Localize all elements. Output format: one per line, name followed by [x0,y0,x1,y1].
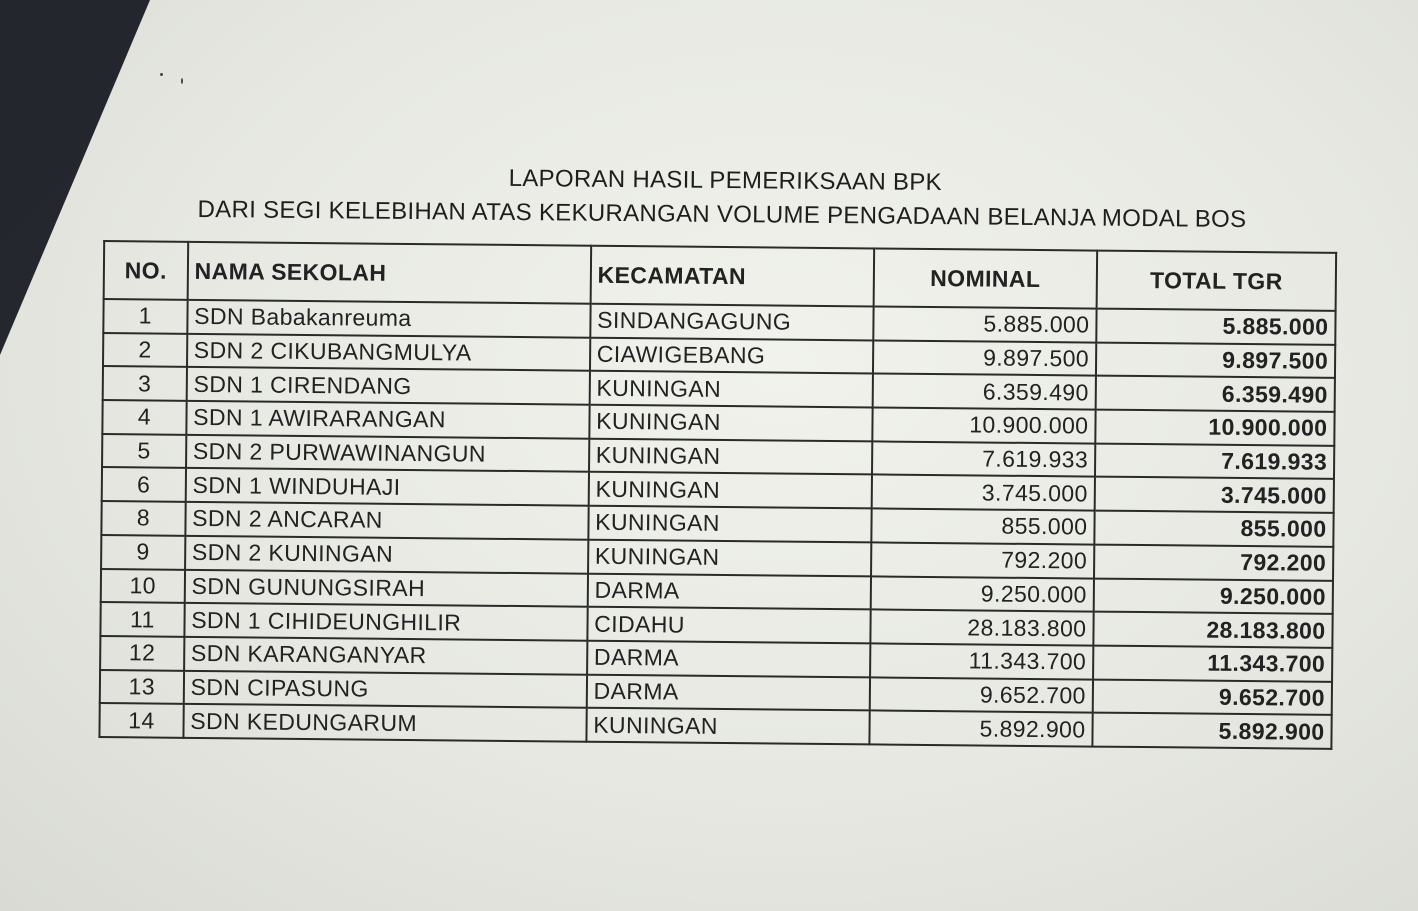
cell-total-tgr: 9.897.500 [1096,342,1335,378]
report-subtitle: DARI SEGI KELEBIHAN ATAS KEKURANGAN VOLUME PENGADAAN BELANJA MODAL BOS [197,195,1247,234]
cell-no: 1 [103,299,187,333]
cell-no: 2 [103,333,187,367]
cell-kecamatan: DARMA [586,674,870,710]
cell-nominal: 3.745.000 [872,475,1095,511]
header-kecamatan: KECAMATAN [590,246,874,307]
cell-nama-sekolah: SDN 1 AWIRARANGAN [186,401,589,439]
cell-total-tgr: 855.000 [1094,511,1333,547]
cell-nama-sekolah: SDN KARANGANYAR [184,637,587,675]
paper-speck [160,73,163,76]
cell-nominal: 9.250.000 [871,576,1094,612]
cell-nominal: 855.000 [871,509,1094,545]
cell-total-tgr: 792.200 [1094,544,1333,580]
cell-total-tgr: 3.745.000 [1095,477,1334,513]
cell-nama-sekolah: SDN Babakanreuma [187,300,590,338]
cell-nama-sekolah: SDN 1 CIHIDEUNGHILIR [184,603,587,641]
cell-no: 14 [99,703,183,737]
cell-total-tgr: 5.885.000 [1096,309,1335,345]
cell-kecamatan: KUNINGAN [586,708,870,744]
cell-no: 9 [101,535,185,569]
cell-nominal: 9.652.700 [870,677,1093,713]
cell-total-tgr: 6.359.490 [1096,376,1335,412]
cell-no: 13 [100,670,184,704]
cell-total-tgr: 28.183.800 [1093,612,1332,648]
header-no: NO. [104,241,188,300]
cell-nominal: 10.900.000 [872,407,1095,443]
cell-no: 10 [101,569,185,603]
cell-kecamatan: DARMA [587,573,871,609]
cell-kecamatan: KUNINGAN [588,540,872,576]
cell-no: 5 [102,434,186,468]
cell-no: 12 [100,636,184,670]
cell-kecamatan: CIDAHU [587,607,871,643]
cell-kecamatan: CIAWIGEBANG [590,337,874,373]
report-document [94,158,1345,750]
cell-kecamatan: KUNINGAN [588,472,872,508]
cell-no: 8 [101,501,185,535]
cell-nama-sekolah: SDN 1 WINDUHAJI [185,468,588,506]
cell-nominal: 9.897.500 [873,340,1096,376]
header-nominal: NOMINAL [874,248,1098,308]
cell-kecamatan: KUNINGAN [589,405,873,441]
report-table [98,240,1337,750]
cell-kecamatan: KUNINGAN [589,438,873,474]
cell-kecamatan: DARMA [587,641,871,677]
cell-no: 6 [102,467,186,501]
cell-kecamatan: SINDANGAGUNG [590,304,874,340]
cell-nominal: 7.619.933 [872,441,1095,477]
cell-no: 11 [100,602,184,636]
cell-nama-sekolah: SDN CIPASUNG [183,670,586,708]
cell-total-tgr: 5.892.900 [1092,713,1331,749]
header-nama-sekolah: NAMA SEKOLAH [187,242,591,304]
cell-total-tgr: 9.250.000 [1094,578,1333,614]
cell-nama-sekolah: SDN 2 CIKUBANGMULYA [187,334,590,372]
cell-nominal: 6.359.490 [873,374,1096,410]
cell-kecamatan: KUNINGAN [588,506,872,542]
cell-nama-sekolah: SDN 2 KUNINGAN [185,536,588,574]
cell-total-tgr: 10.900.000 [1095,410,1334,446]
paper-speck [181,78,183,84]
cell-total-tgr: 11.343.700 [1093,645,1332,681]
cell-nominal: 28.183.800 [870,610,1093,646]
cell-nama-sekolah: SDN KEDUNGARUM [183,704,586,742]
header-total-tgr: TOTAL TGR [1097,251,1337,311]
cell-nama-sekolah: SDN 2 ANCARAN [185,502,588,540]
cell-nama-sekolah: SDN GUNUNGSIRAH [184,569,587,607]
cell-total-tgr: 7.619.933 [1095,443,1334,479]
cell-no: 4 [102,400,186,434]
cell-nominal: 5.885.000 [873,306,1096,342]
cell-nominal: 5.892.900 [869,711,1092,747]
cell-total-tgr: 9.652.700 [1093,679,1332,715]
report-title: LAPORAN HASIL PEMERIKSAAN BPK [508,164,943,197]
cell-kecamatan: KUNINGAN [589,371,873,407]
cell-nominal: 792.200 [871,542,1094,578]
cell-no: 3 [103,366,187,400]
cell-nama-sekolah: SDN 1 CIRENDANG [186,367,589,405]
cell-nama-sekolah: SDN 2 PURWAWINANGUN [186,435,589,473]
cell-nominal: 11.343.700 [870,643,1093,679]
